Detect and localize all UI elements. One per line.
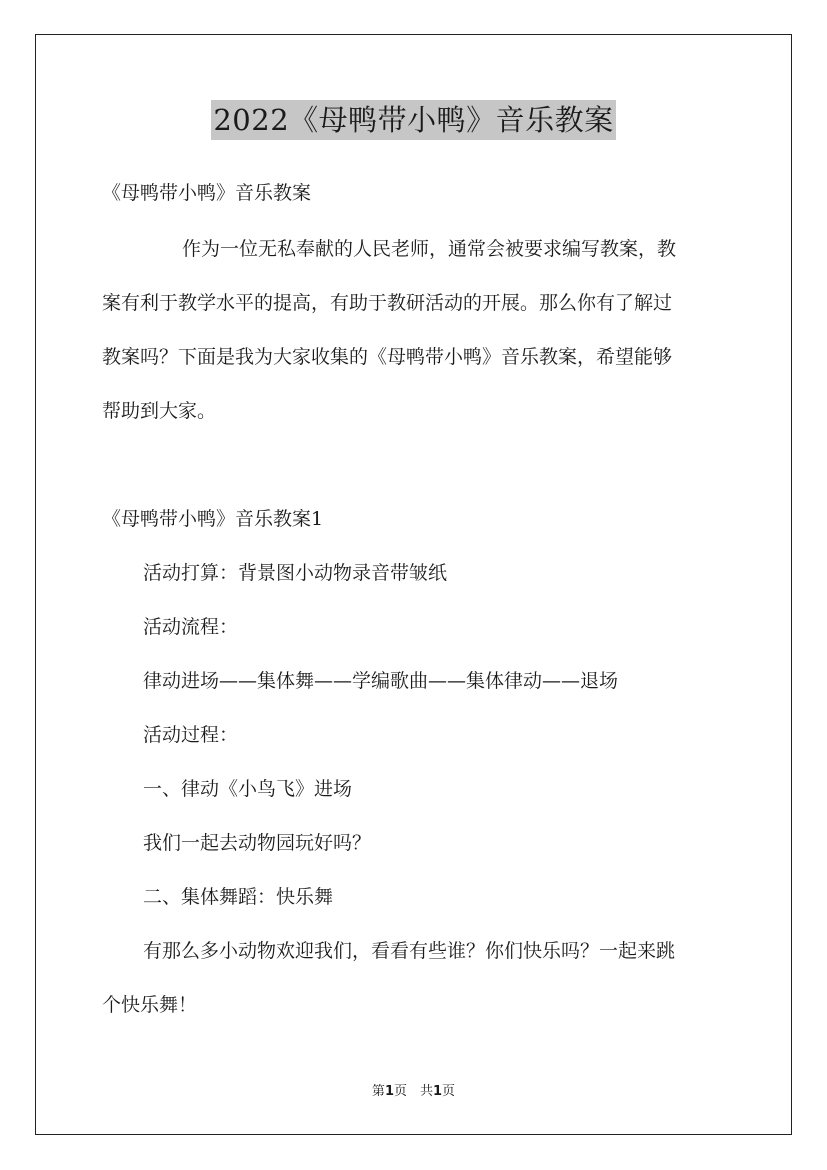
intro-line-4: 帮助到大家。 [102,400,217,422]
footer-suffix: 页 [442,1084,456,1099]
intro-line-3: 教案吗？下面是我为大家收集的《母鸭带小鸭》音乐教案，希望能够 [102,346,673,368]
body-line-5: 一、律动《小鸟飞》进场 [143,778,353,800]
body-line-3: 律动进场——集体舞——学编歌曲——集体律动——退场 [143,670,619,692]
footer-page-number: 1 [384,1084,394,1099]
body-line-2: 活动流程： [143,616,239,638]
body-line-7: 二、集体舞蹈：快乐舞 [143,886,334,908]
body-line-4: 活动过程： [143,724,239,746]
page-footer [0,1083,827,1101]
document-title: 2022《母鸭带小鸭》音乐教案 [211,100,615,140]
footer-prefix: 第 [371,1084,385,1099]
body-line-8: 有那么多小动物欢迎我们，看看有些谁？你们快乐吗？一起来跳 [143,940,676,962]
intro-line-1: 作为一位无私奉献的人民老师，通常会被要求编写教案，教 [182,238,677,260]
body-line-9: 个快乐舞！ [102,994,198,1016]
section-heading: 《母鸭带小鸭》音乐教案1 [102,508,324,530]
footer-page-total: 1 [433,1084,443,1099]
footer-mid: 页 共 [393,1084,433,1099]
document-subtitle: 《母鸭带小鸭》音乐教案 [102,182,312,204]
body-line-1: 活动打算：背景图小动物录音带皱纸 [143,562,448,584]
intro-line-2: 案有利于教学水平的提高，有助于教研活动的开展。那么你有了解过 [102,292,673,314]
title-container [0,100,827,140]
body-line-6: 我们一起去动物园玩好吗？ [143,832,372,854]
